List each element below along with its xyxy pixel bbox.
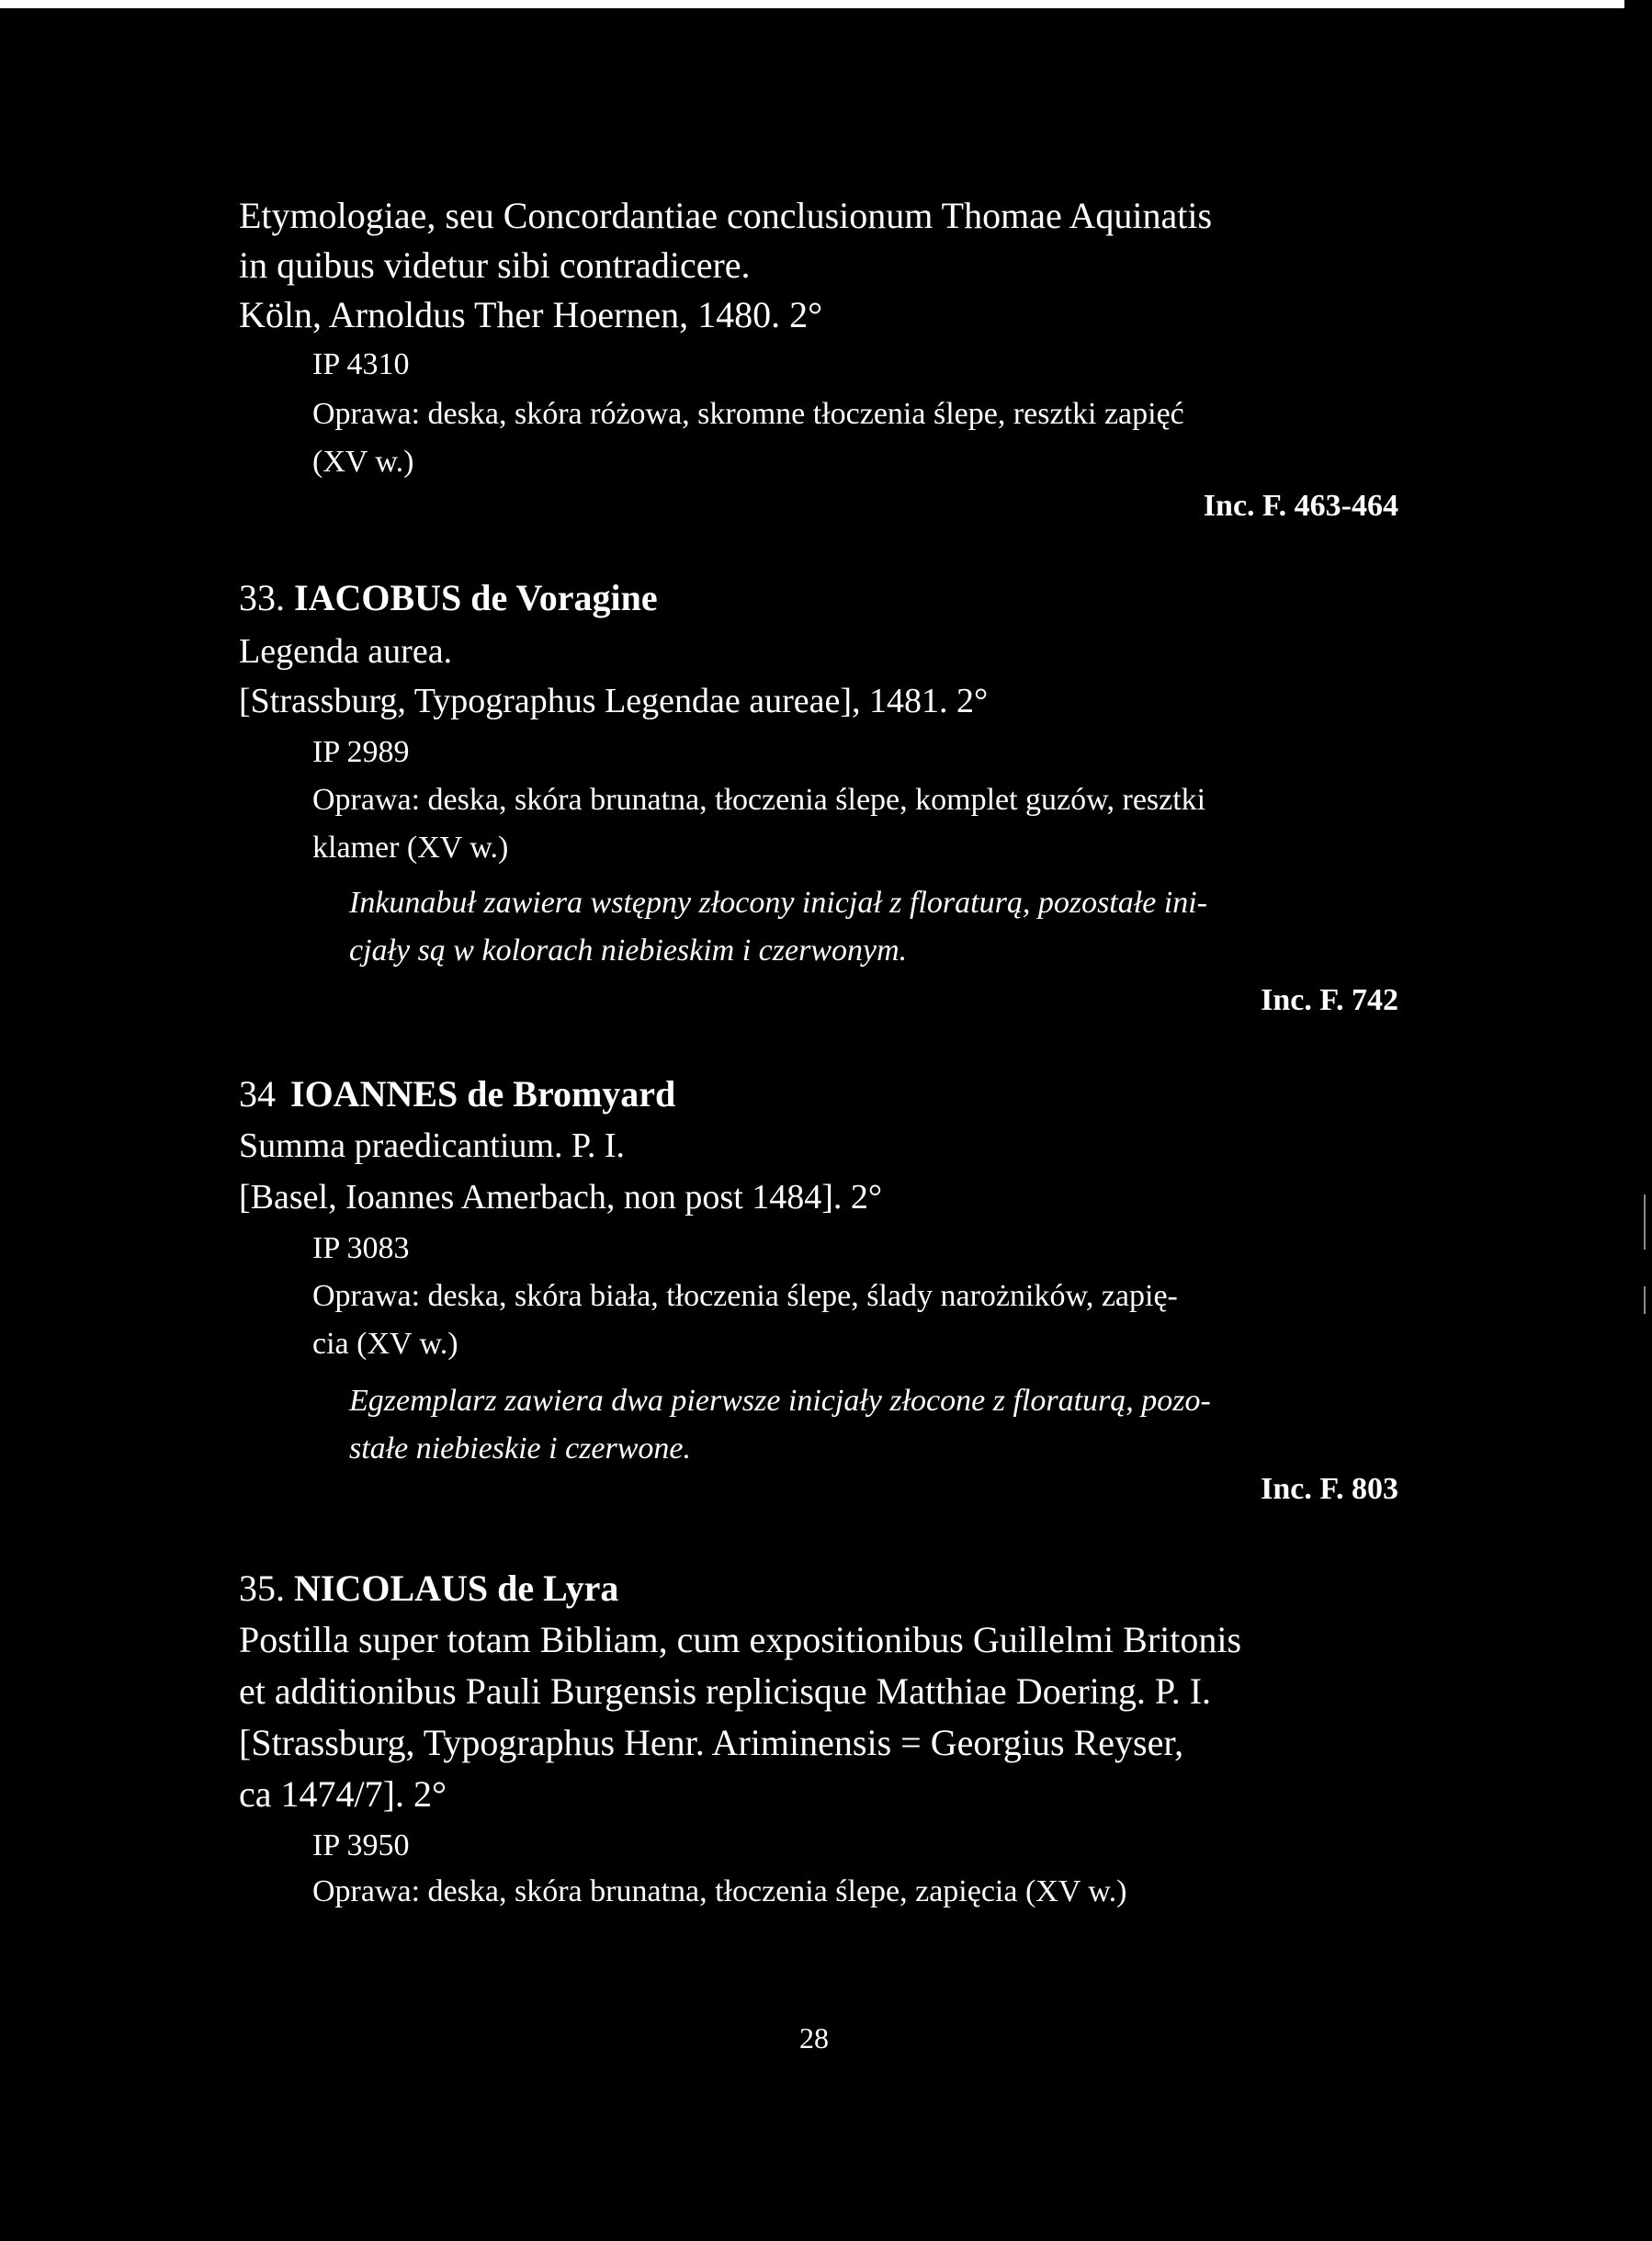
entry-note: stałe niebieskie i czerwone. <box>349 1432 692 1466</box>
shelf-mark: Inc. F. 742 <box>1261 983 1398 1017</box>
entry-title-line: Etymologiae, seu Concordantiae conclusionum Thomae Aquinatis <box>239 195 1213 236</box>
entry-ip-number: IP 3083 <box>312 1231 410 1265</box>
entry-number: 35. <box>239 1568 285 1609</box>
entry-heading <box>239 1568 618 1610</box>
entry-ip-number: IP 4310 <box>312 347 410 381</box>
entry-heading <box>239 1073 675 1115</box>
entry-note: cjały są w kolorach niebieskim i czerwonym. <box>349 934 908 968</box>
entry-number: 33. <box>239 577 285 618</box>
entry-binding: cia (XV w.) <box>312 1327 458 1361</box>
entry-binding: Oprawa: deska, skóra biała, tłoczenia ślepe, ślady narożników, zapię- <box>312 1279 1178 1313</box>
entry-title: Summa praedicantium. P. I. <box>239 1126 626 1165</box>
entry-binding: Oprawa: deska, skóra różowa, skromne tłoczenia ślepe, resztki zapięć <box>312 397 1184 431</box>
entry-imprint: ca 1474/7]. 2° <box>239 1773 447 1815</box>
entry-ip-number: IP 3950 <box>312 1828 410 1862</box>
entry-author: NICOLAUS de Lyra <box>294 1568 619 1609</box>
entry-title-line: et additionibus Pauli Burgensis replicisque Matthiae Doering. P. I. <box>239 1670 1212 1712</box>
entry-note: Inkunabuł zawiera wstępny złocony inicjał z floraturą, pozostałe ini- <box>349 886 1208 920</box>
entry-note: Egzemplarz zawiera dwa pierwsze inicjały złocone z floraturą, pozo- <box>349 1384 1211 1418</box>
entry-binding: Oprawa: deska, skóra brunatna, tłoczenia ślepe, komplet guzów, resztki <box>312 783 1206 817</box>
entry-heading <box>239 577 658 619</box>
page-number: 28 <box>799 2021 829 2054</box>
entry-number: 34 <box>239 1073 276 1115</box>
entry-title-line: in quibus videtur sibi contradicere. <box>239 244 751 286</box>
entry-binding: (XV w.) <box>312 445 414 479</box>
entry-title-line: Postilla super totam Bibliam, cum expositionibus Guillelmi Britonis <box>239 1619 1242 1660</box>
entry-author: IACOBUS de Voragine <box>294 577 658 618</box>
entry-imprint: Köln, Arnoldus Ther Hoernen, 1480. 2° <box>239 294 823 335</box>
shelf-mark: Inc. F. 803 <box>1261 1472 1398 1506</box>
entry-imprint: [Basel, Ioannes Amerbach, non post 1484]. 2° <box>239 1178 883 1217</box>
entry-binding: klamer (XV w.) <box>312 831 509 865</box>
entry-title: Legenda aurea. <box>239 632 453 671</box>
entry-imprint: [Strassburg, Typographus Henr. Ariminensis = Georgius Reyser, <box>239 1722 1184 1763</box>
entry-imprint: [Strassburg, Typographus Legendae aureae], 1481. 2° <box>239 682 989 720</box>
shelf-mark: Inc. F. 463-464 <box>1203 489 1398 523</box>
entry-binding: Oprawa: deska, skóra brunatna, tłoczenia ślepe, zapięcia (XV w.) <box>312 1874 1127 1908</box>
entry-author: IOANNES de Bromyard <box>290 1073 676 1115</box>
entry-ip-number: IP 2989 <box>312 735 410 769</box>
